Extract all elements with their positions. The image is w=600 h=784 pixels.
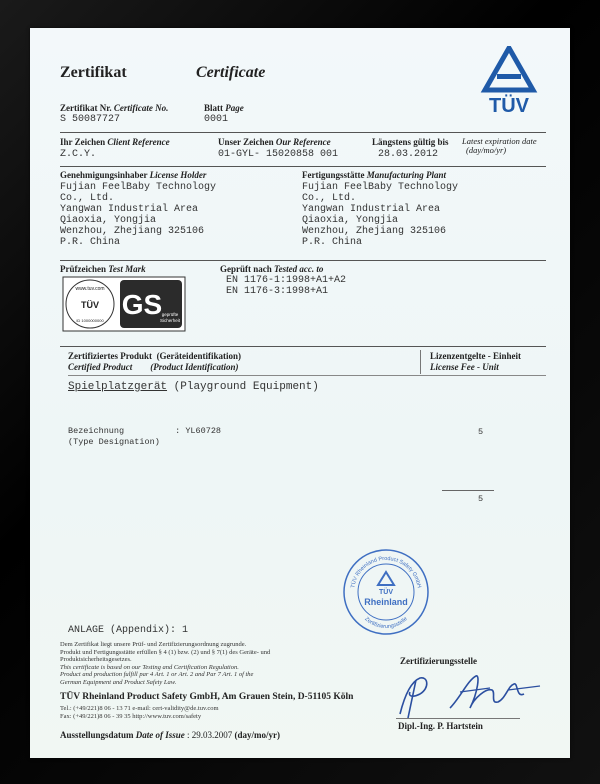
fee-value: 5 — [478, 427, 484, 437]
legal-text: Dem Zertifikat liegt unsere Prüf- und Zertifizierungsordnung zugrunde. Produkt und Fertigungsstätte erfüllen § 4 (1) bzw. (2) und § 7(1) des Geräte- und Produktsicherheitsgesetzes. This certificate is based on our Testing and Certification Regulation. Product and production fulfill par 4 Art. 1 or Art. 2 and Par 7 Art. 1 of the German Equipment and Product Safety Law. — [60, 641, 271, 686]
svg-text:Zertifizierungsstelle: Zertifizierungsstelle — [363, 616, 409, 631]
svg-text:Rheinland: Rheinland — [364, 597, 408, 607]
signature-image — [390, 668, 550, 724]
column-divider — [420, 350, 421, 374]
sheet-label: Blatt Page — [204, 103, 244, 113]
svg-text:TÜV: TÜV — [379, 589, 393, 596]
signature-line — [396, 718, 520, 719]
fee-label: Lizenzentgelte - Einheit License Fee - Unit — [430, 351, 521, 372]
title-english: Certificate — [196, 64, 266, 81]
signer-name: Dipl.-Ing. P. Hartstein — [398, 721, 483, 731]
svg-text:ID 1000000000: ID 1000000000 — [76, 318, 104, 323]
tuv-seal — [342, 548, 430, 636]
gs-mark-icon — [120, 280, 182, 328]
holder-label: Genehmigungsinhaber License Holder — [60, 170, 207, 180]
client-ref-value: Z.C.Y. — [60, 149, 97, 160]
svg-text:geprüfte: geprüfte — [161, 312, 179, 317]
valid-value: 28.03.2012 — [378, 149, 439, 160]
divider — [68, 375, 546, 376]
svg-text:Sicherheit: Sicherheit — [159, 318, 181, 323]
title-german: Zertifikat — [60, 64, 127, 81]
tuv-triangle-icon — [485, 48, 533, 90]
our-ref-value: 01-GYL- 15020858 001 — [218, 149, 339, 160]
certificate-document — [30, 28, 570, 758]
plant-address: Fujian FeelBaby Technology Co., Ltd. Yangwan Industrial Area Qiaoxia, Yongjia Wenzhou, Zhejiang 325106 P.R. China — [302, 182, 459, 248]
tested-label: Geprüft nach Tested acc. to — [220, 264, 324, 274]
svg-text:GS: GS — [121, 289, 163, 320]
cert-no-label: Zertifikat Nr. Certificate No. — [60, 103, 169, 113]
divider — [60, 166, 546, 167]
seal-triangle-icon — [378, 572, 394, 585]
issue-date: Ausstellungsdatum Date of Issue : 29.03.2007 (day/mo/yr) — [60, 730, 281, 740]
client-ref-label: Ihr Zeichen Client Reference — [60, 137, 170, 147]
company-address: TÜV Rheinland Product Safety GmbH, Am Grauen Stein, D-51105 Köln — [60, 692, 354, 702]
fee-total: 5 — [478, 494, 484, 504]
test-mark-logos — [62, 276, 186, 332]
annex: ANLAGE (Appendix): 1 — [68, 625, 189, 636]
certification-body-label: Zertifizierungsstelle — [400, 656, 477, 666]
valid-label: Längstens gültig bis — [372, 137, 449, 147]
plant-label: Fertigungsstätte Manufacturing Plant — [302, 170, 447, 180]
our-ref-label: Unser Zeichen Our Reference — [218, 137, 331, 147]
svg-text:www.tuv.com: www.tuv.com — [75, 286, 105, 292]
holder-address: Fujian FeelBaby Technology Co., Ltd. Yangwan Industrial Area Qiaoxia, Yongjia Wenzhou, Zhejiang 325106 P.R. China — [60, 182, 217, 248]
test-mark-label: Prüfzeichen Test Mark — [60, 264, 146, 274]
product-name: Spielplatzgerät (Playground Equipment) — [68, 381, 319, 393]
expiration-label: Latest expiration date (day/mo/yr) — [462, 136, 537, 155]
product-label: Zertifiziertes Produkt (Geräteidentifikation) Certified Product (Product Identification) — [68, 351, 242, 372]
tuv-logo-text: TÜV — [489, 95, 529, 116]
svg-text:TÜV: TÜV — [81, 300, 99, 310]
svg-text:TÜV Rheinland Product Safety G: TÜV Rheinland Product Safety GmbH — [350, 555, 422, 589]
cert-no-value: S 50087727 — [60, 114, 121, 125]
sum-line — [442, 490, 494, 491]
divider — [60, 346, 546, 347]
sheet-value: 0001 — [204, 114, 229, 125]
divider — [60, 260, 546, 261]
company-contact: Tel.: (+49/221)8 06 - 13 71 e-mail: cert-validity@de.tuv.com Fax: (+49/221)8 06 - 39 35 http://www.tuv.com/safety — [60, 705, 219, 720]
tested-standards: EN 1176-1:1998+A1+A2 EN 1176-3:1998+A1 — [226, 275, 347, 297]
divider — [60, 132, 546, 133]
tuv-logo — [478, 46, 540, 116]
type-designation: Bezeichnung : YL60728 (Type Designation) — [68, 426, 222, 447]
